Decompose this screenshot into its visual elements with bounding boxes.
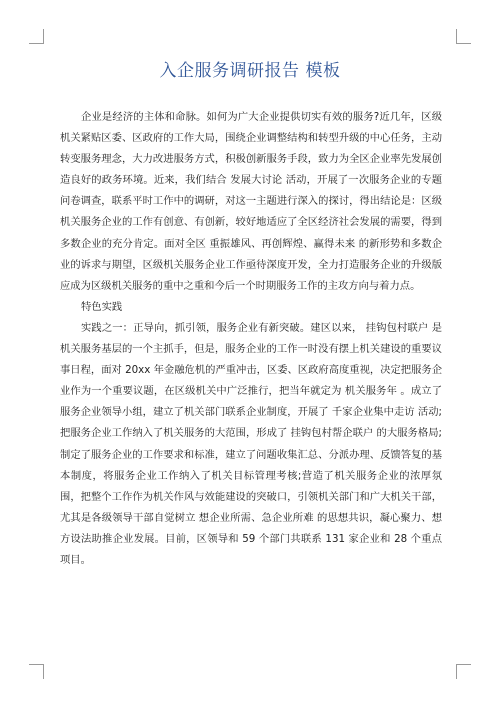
crop-mark-top-right <box>456 29 471 44</box>
document-body <box>60 107 442 571</box>
document-title: 入企服务调研报告 模板 <box>159 61 341 81</box>
paragraph-intro: 企业是经济的主体和命脉。如何为广大企业提供切实有效的服务?近几年，区级机关紧贴区委、区政府的工作大局，围绕企业调整结构和转型升级的中心任务，主动转变服务理念，大力改进服务方式，积极创新服务手段，致力为全区企业率先发展创造良好的政务环境。近来，我们结合 发展大讨论 活动，开展了一次服务企业的专题问卷调查，联系平时工作中的调研，对这一主题进行深入的探讨，得出结论是：区级机关服务企业的工作有创意、有创新，较好地适应了全区经济社会发展的需要，得到多数企业的充分肯定。面对全区 重振雄风、再创辉煌、赢得未来 的新形势和多数企业的诉求与期望，区级机关服务企业工作亟待深度开发，全力打造服务企业的升级版应成为区级机关服务的重中之重和今后一个时期服务工作的主攻方向与着力点。 <box>60 111 442 292</box>
crop-mark-bottom-left <box>29 664 44 679</box>
crop-mark-bottom-right <box>456 664 471 679</box>
section-heading: 特色实践 <box>81 300 123 313</box>
paragraph-practice-one: 实践之一：正导向，抓引领，服务企业有新突破。建区以来， 挂钩包村联户 是机关服务基层的一个主抓手，但是，服务企业的工作一时没有摆上机关建设的重要议事日程，面对 20xx 年金融危机的严重冲击，区委、区政府高度重视，决定把服务企业作为一个重要议题，在区级机关中广泛推行，把当年就定为 机关服务年 。成立了服务企业领导小组，建立了机关部门联系企业制度，开展了 千家企业集中走访 活动;把服务企业工作纳入了机关服务的大范围，形成了 挂钩包村帮企联户 的大服务格局;制定了服务企业的工作要求和标准，建立了问题收集汇总、分派办理、反馈答复的基本制度，将服务企业工作纳入了机关目标管理考核;营造了机关服务企业的浓厚氛围，把整个工作作为机关作风与效能建设的突破口，引领机关部门和广大机关干部，尤其是各级领导干部自觉树立 想企业所需、急企业所难 的思想共识，凝心聚力、想方设法助推企业发展。目前，区领导和 59 个部门共联系 131 家企业和 28 个重点项目。 <box>60 321 442 566</box>
crop-mark-top-left <box>29 29 44 44</box>
